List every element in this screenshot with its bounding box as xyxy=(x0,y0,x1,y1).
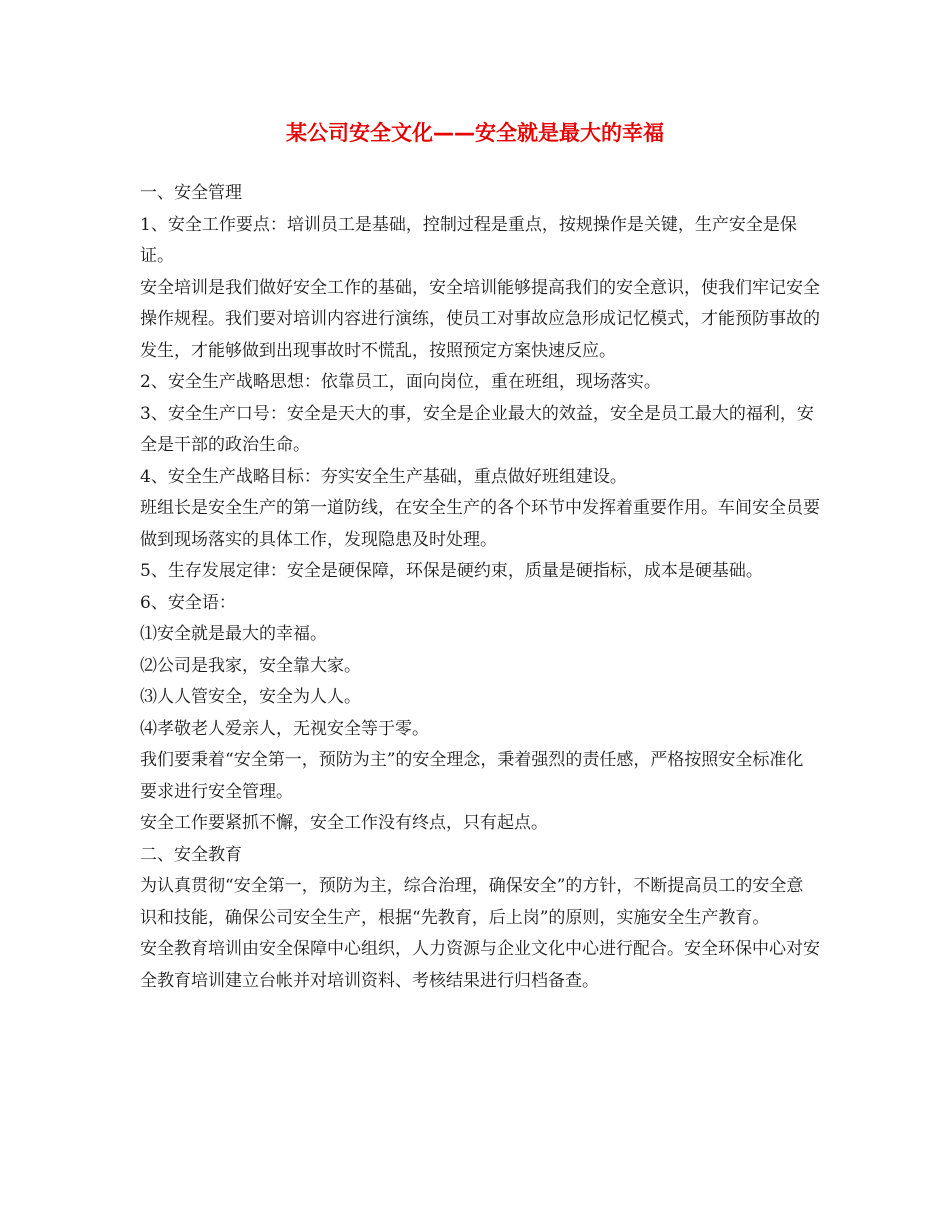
paragraph: 班组长是安全生产的第一道防线，在安全生产的各个环节中发挥着重要作用。车间安全员要做到现场落实的具体工作，发现隐患及时处理。 xyxy=(140,498,820,550)
paragraph: 4、安全生产战略目标：夯实安全生产基础，重点做好班组建设。 xyxy=(140,466,627,487)
paragraph: 5、生存发展定律：安全是硬保障，环保是硬约束，质量是硬指标，成本是硬基础。 xyxy=(140,561,763,581)
paragraph: 3、安全生产口号：安全是天大的事，安全是企业最大的效益，安全是员工最大的福利，安全是干部的政治生命。 xyxy=(140,403,814,455)
paragraph: 为认真贯彻“安全第一，预防为主，综合治理，确保安全”的方针，不断提高员工的安全意识和技能，确保公司安全生产，根据“先教育，后上岗”的原则，实施安全生产教育。 xyxy=(140,876,804,928)
paragraph: 安全培训是我们做好安全工作的基础，安全培训能够提高我们的安全意识，使我们牢记安全操作规程。我们要对培训内容进行演练，使员工对事故应急形成记忆模式，才能预防事故的发生，才能够做到出现事故时不慌乱，按照预定方案快速反应。 xyxy=(140,277,820,361)
paragraph: 6、安全语： xyxy=(140,592,236,613)
list-item: ⑴安全就是最大的幸福。 xyxy=(140,624,327,644)
document-title: 某公司安全文化——安全就是最大的幸福 xyxy=(286,121,664,145)
paragraph: 我们要秉着“安全第一，预防为主”的安全理念，秉着强烈的责任感，严格按照安全标准化要求进行安全管理。 xyxy=(140,750,804,802)
list-item: ⑷孝敬老人爱亲人，无视安全等于零。 xyxy=(140,718,429,739)
list-item: ⑵公司是我家，安全靠大家。 xyxy=(140,655,361,676)
section-heading: 一、安全管理 xyxy=(140,183,242,203)
section-heading: 二、安全教育 xyxy=(140,844,242,865)
paragraph: 2、安全生产战略思想：依靠员工，面向岗位，重在班组，现场落实。 xyxy=(140,372,661,392)
paragraph: 安全工作要紧抓不懈，安全工作没有终点，只有起点。 xyxy=(140,813,548,833)
document-body xyxy=(140,178,820,997)
list-item: ⑶人人管安全，安全为人人。 xyxy=(140,687,361,707)
paragraph: 1、安全工作要点：培训员工是基础，控制过程是重点，按规操作是关键，生产安全是保证。 xyxy=(140,214,797,266)
paragraph: 安全教育培训由安全保障中心组织，人力资源与企业文化中心进行配合。安全环保中心对安全教育培训建立台帐并对培训资料、考核结果进行归档备查。 xyxy=(140,939,820,991)
